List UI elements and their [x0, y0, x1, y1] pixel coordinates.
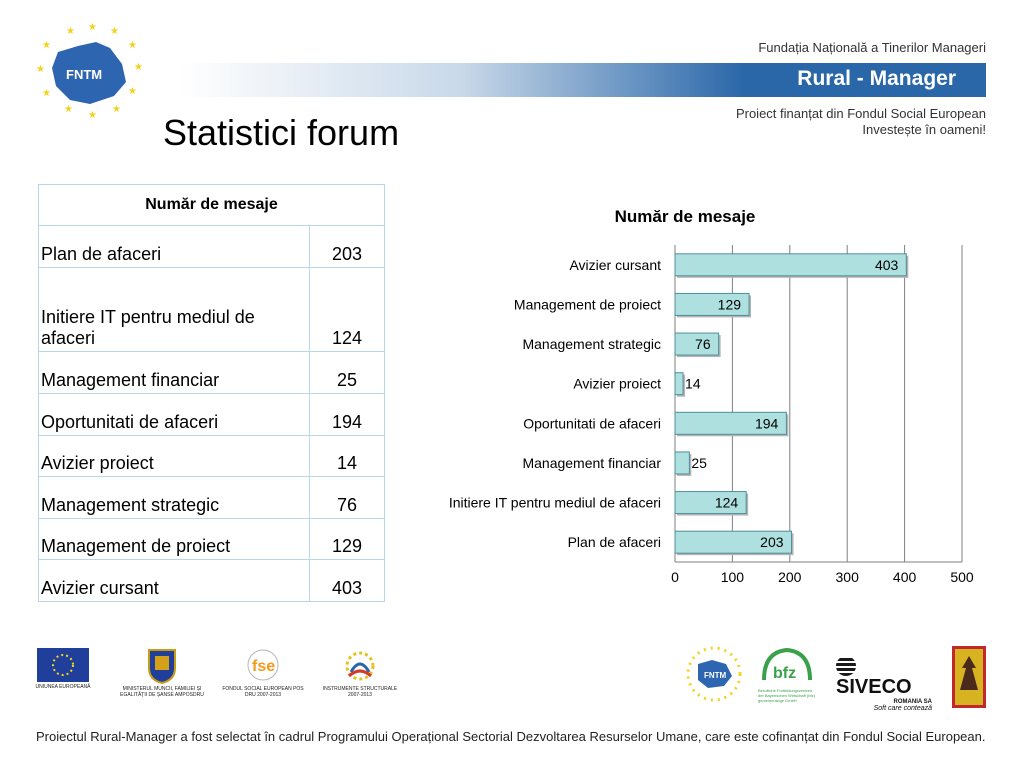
table-cell-value: 14: [310, 436, 385, 477]
table-row: [39, 226, 385, 268]
stats-table: [38, 184, 385, 602]
bar: [675, 373, 683, 395]
table-row: [39, 394, 385, 436]
table-cell-label: Initiere IT pentru mediul de afaceri: [39, 268, 310, 352]
x-tick-label: 400: [892, 569, 917, 585]
brand-title: Rural - Manager: [797, 67, 956, 90]
partner-caption: Berufliche Fortbildungszentren der Bayerischen Wirtschaft (bfz) gemeinnützige GmbH: [758, 688, 815, 703]
bar: [675, 452, 689, 474]
data-label: 194: [754, 415, 779, 432]
table-cell-label: Management financiar: [39, 352, 310, 394]
svg-text:★: ★: [88, 22, 97, 33]
partner-structural: [320, 646, 400, 698]
data-label: 25: [691, 454, 707, 471]
partner-caption: MINISTERUL MUNCII, FAMILIEI ȘI EGALITĂȚII DE ȘANSE AMPOSDRU: [120, 686, 204, 698]
data-label: 76: [695, 336, 711, 353]
org-name: Fundația Națională a Tinerilor Manageri: [758, 40, 986, 55]
table-cell-value: 403: [310, 560, 385, 602]
fse-logo-icon: [243, 646, 283, 684]
svg-text:★: ★: [112, 104, 121, 115]
ministry-crest-icon: [147, 646, 177, 684]
table-header-row: [39, 185, 385, 226]
table-row: [39, 519, 385, 560]
partner-caption: INSTRUMENTE STRUCTURALE 2007-2013: [322, 686, 398, 698]
svg-text:bfz: bfz: [773, 665, 797, 682]
svg-text:★: ★: [134, 62, 143, 73]
svg-text:FNTM: FNTM: [66, 67, 103, 82]
svg-text:★: ★: [66, 26, 75, 37]
partner-fse: [222, 646, 304, 698]
table-cell-label: Management de proiect: [39, 519, 310, 560]
svg-text:★: ★: [128, 86, 137, 97]
table-row: [39, 352, 385, 394]
category-label: Management strategic: [522, 336, 661, 353]
table-row: [39, 560, 385, 602]
x-tick-label: 0: [671, 569, 679, 585]
table-row: [39, 436, 385, 477]
partner-bfz: [758, 646, 818, 703]
svg-text:★: ★: [36, 64, 45, 75]
fntm-small-logo: [684, 644, 744, 704]
svg-text:★: ★: [42, 88, 51, 99]
bar: [675, 254, 906, 276]
svg-text:★: ★: [110, 26, 119, 37]
table-cell-value: 25: [310, 352, 385, 394]
category-label: Plan de afaceri: [567, 534, 661, 551]
messages-bar-chart: [395, 195, 995, 595]
partner-eu: [34, 648, 92, 690]
category-label: Avizier proiect: [573, 375, 661, 392]
chart-title: Număr de mesaje: [614, 207, 756, 226]
siveco-name: SIVECO: [836, 676, 912, 698]
svg-text:★: ★: [64, 104, 73, 115]
svg-text:FNTM: FNTM: [704, 671, 727, 680]
partner-emblem-icon: [952, 646, 986, 708]
data-label: 129: [717, 296, 742, 313]
category-label: Oportunitati de afaceri: [523, 415, 661, 432]
table-cell-value: 129: [310, 519, 385, 560]
category-label: Management de proiect: [513, 296, 661, 313]
svg-text:fse: fse: [252, 658, 276, 675]
partner-caption: FONDUL SOCIAL EUROPEAN POS DRU 2007-2013: [222, 686, 304, 698]
table-header: Număr de mesaje: [39, 185, 385, 226]
data-label: 124: [714, 494, 739, 511]
svg-text:★: ★: [128, 40, 137, 51]
partner-siveco: [836, 656, 936, 712]
table-cell-label: Avizier proiect: [39, 436, 310, 477]
category-label: Initiere IT pentru mediul de afaceri: [448, 494, 661, 511]
eu-flag-icon: [37, 648, 89, 682]
partner-caption: UNIUNEA EUROPEANĂ: [35, 684, 91, 690]
brand-bar: [180, 63, 986, 97]
siveco-sub: ROMANIA SA: [893, 699, 932, 705]
table-cell-label: Avizier cursant: [39, 560, 310, 602]
siveco-tagline: Soft care contează: [873, 705, 932, 712]
x-tick-label: 300: [835, 569, 859, 585]
table-row: [39, 477, 385, 519]
table-cell-value: 203: [310, 226, 385, 268]
x-tick-label: 100: [720, 569, 745, 585]
table-cell-label: Management strategic: [39, 477, 310, 519]
tagline-funding: Proiect finanțat din Fondul Social European: [735, 106, 986, 121]
page-title: Statistici forum: [163, 112, 400, 153]
data-label: 203: [760, 534, 784, 551]
footer-note: Proiectul Rural-Manager a fost selectat în cadrul Programului Operațional Sectorial Dezvoltarea Resurselor Umane, care este cofinanțat din Fondul Social European.: [36, 729, 986, 744]
table-cell-value: 194: [310, 394, 385, 436]
svg-text:★: ★: [42, 40, 51, 51]
data-label: 14: [685, 375, 701, 392]
tagline-invest: Investește în oameni!: [862, 122, 986, 137]
table-cell-value: 76: [310, 477, 385, 519]
table-cell-label: Plan de afaceri: [39, 226, 310, 268]
structural-instruments-icon: [337, 646, 383, 684]
fntm-logo: [30, 22, 150, 132]
category-label: Avizier cursant: [569, 256, 661, 273]
data-label: 403: [874, 256, 899, 273]
svg-text:★: ★: [88, 110, 97, 121]
table-cell-value: 124: [310, 268, 385, 352]
x-tick-label: 500: [950, 569, 974, 585]
siveco-logo-icon: [836, 656, 856, 676]
partner-ministry: [118, 646, 206, 698]
x-tick-label: 200: [778, 569, 802, 585]
table-row: [39, 268, 385, 352]
bfz-logo-icon: [758, 646, 816, 686]
table-cell-label: Oportunitati de afaceri: [39, 394, 310, 436]
category-label: Management financiar: [522, 454, 661, 471]
